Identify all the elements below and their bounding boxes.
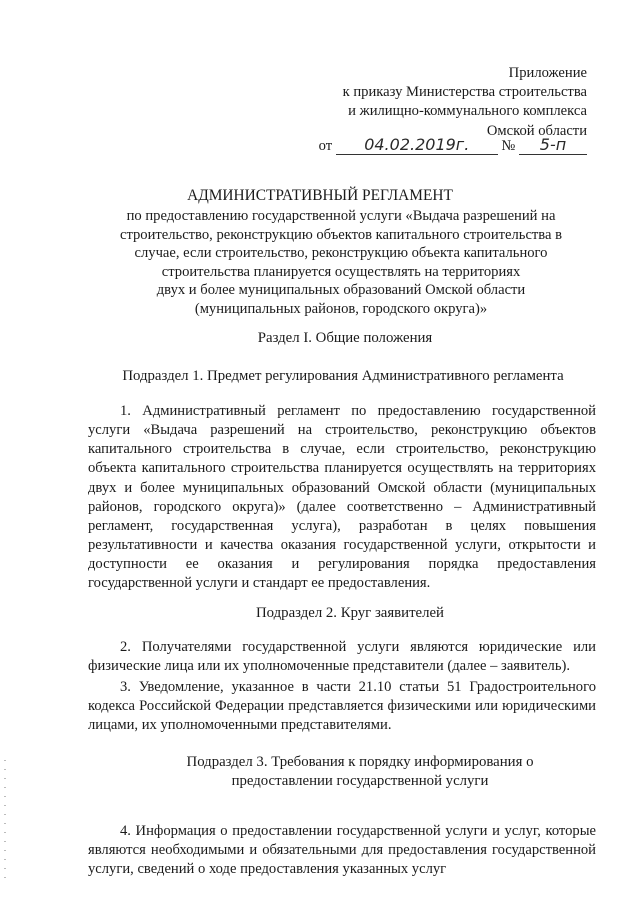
- appendix-block: [343, 64, 587, 141]
- paragraph-2: 2. Получателями государственной услуги являются юридические или физические лица или их уполномоченные представители (далее – заявитель).: [88, 639, 596, 675]
- appendix-line: Омской области: [486, 122, 587, 139]
- paragraph-3: 3. Уведомление, указанное в части 21.10 статьи 51 Градостроительного кодекса Российской Федерации представляется физическими или юридическими лицами, их уполномоченными представителями.: [88, 679, 596, 734]
- appendix-line: и жилищно-коммунального комплекса: [348, 103, 587, 120]
- subtitle-line: строительства планируется осуществлять на территориях: [161, 263, 521, 280]
- subsection-heading: Подраздел 2. Круг заявителей: [256, 605, 444, 621]
- paragraph-4: 4. Информация о предоставлении государственной услуги и услуг, которые являются необходимыми и обязательными для предоставления государственной услуги, сведений о ходе предоставления указанных услуг: [88, 823, 596, 878]
- subtitle-line: (муниципальных районов, городского округа)»: [194, 300, 488, 317]
- document-subtitle: [96, 207, 586, 319]
- appendix-line: к приказу Министерства строительства: [342, 84, 587, 101]
- scan-margin-marks: [4, 760, 6, 880]
- subtitle-line: строительство, реконструкцию объектов капитального строительства в: [119, 226, 563, 243]
- appendix-line: Приложение: [508, 65, 587, 81]
- from-label: от: [318, 138, 333, 154]
- number-label: №: [501, 138, 516, 154]
- section-heading: Раздел I. Общие положения: [257, 330, 433, 346]
- subsection-heading-line: Подраздел 3. Требования к порядку информирования о: [186, 754, 534, 770]
- handwritten-number: 5-п: [519, 136, 587, 155]
- paragraph-1: 1. Административный регламент по предоставлению государственной услуги «Выдача разрешений на строительство, реконструкцию объектов капитального строительства в случае, если строительство, реконструкцию объекта капитального строительства планируется осуществлять на территориях двух и более муниципальных образований Омской области (муниципальных районов, городского округа)» (далее соответственно – Административный регламент, государственная услуга), разработан в целях повышения результативности и качества оказания государственной услуги, открытости и доступности ее оказания и регулирования порядка предоставления государственной услуги и стандарт ее предоставления.: [88, 403, 596, 592]
- subtitle-line: случае, если строительство, реконструкцию объекта капитального: [134, 245, 548, 262]
- subtitle-line: по предоставлению государственной услуги «Выдача разрешений на: [126, 208, 556, 224]
- order-date-number: [319, 136, 587, 156]
- subsection-heading-line: предоставлении государственной услуги: [231, 773, 489, 789]
- subsection-heading: Подраздел 1. Предмет регулирования Административного регламента: [122, 368, 564, 384]
- subsection-heading: [150, 753, 570, 791]
- subtitle-line: двух и более муниципальных образований Омской области: [156, 282, 526, 299]
- handwritten-date: 04.02.2019г.: [336, 136, 498, 155]
- document-title: АДМИНИСТРАТИВНЫЙ РЕГЛАМЕНТ: [187, 187, 453, 204]
